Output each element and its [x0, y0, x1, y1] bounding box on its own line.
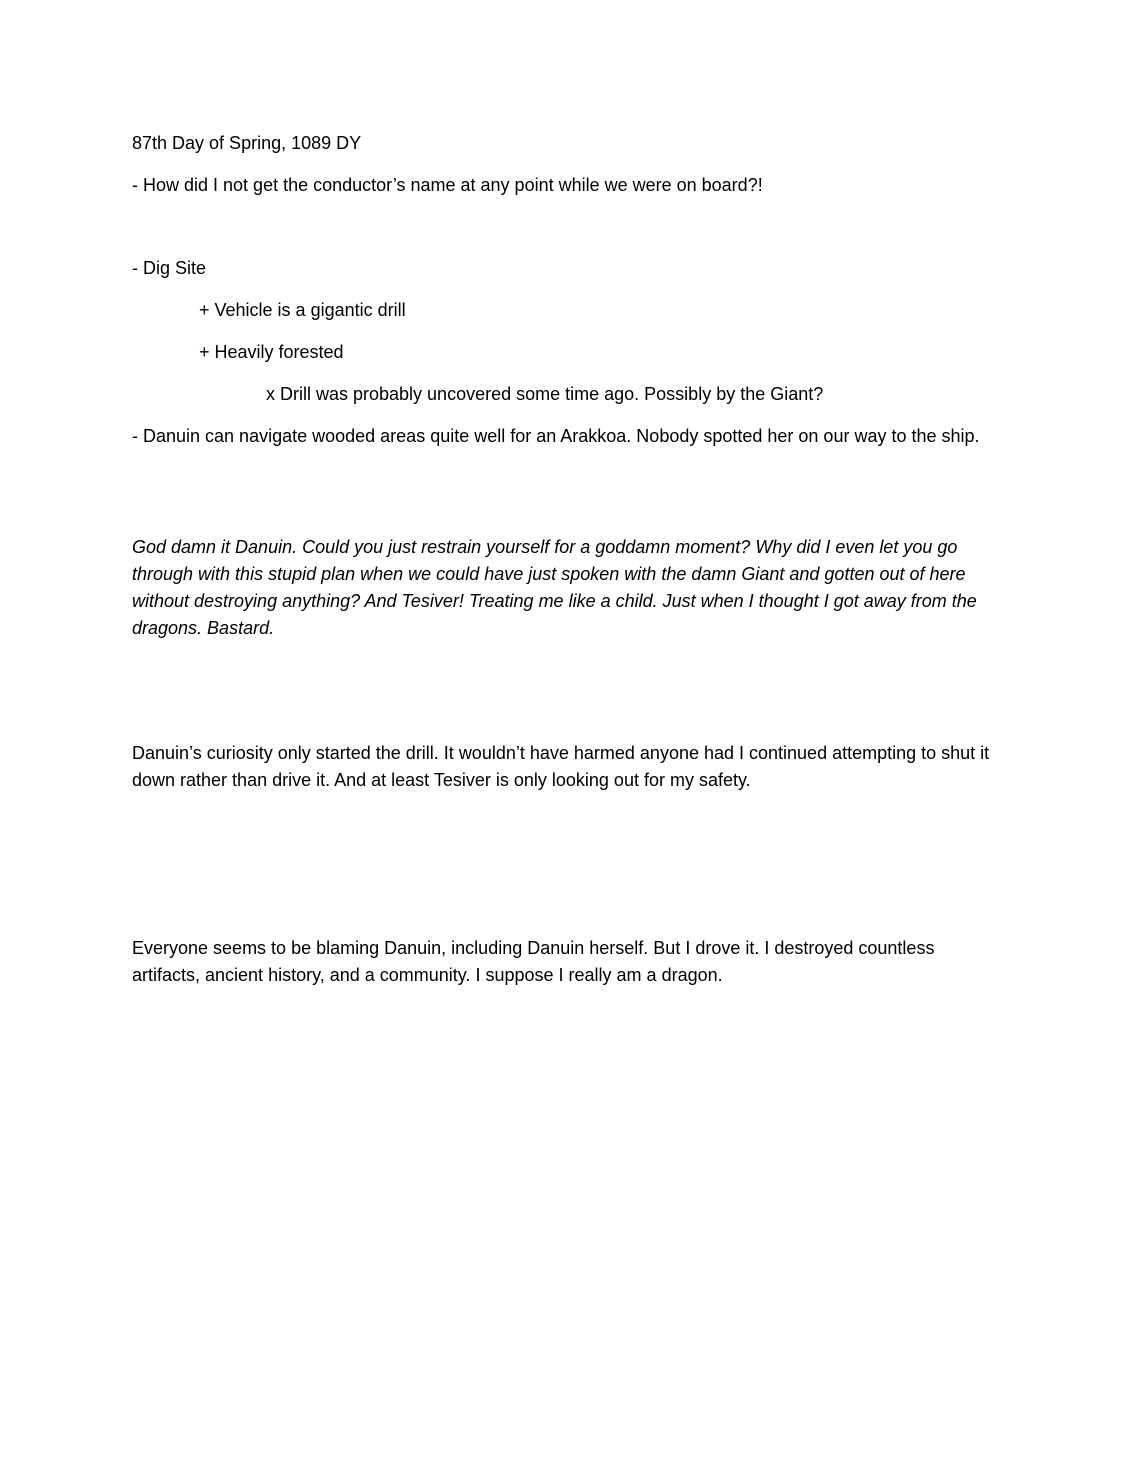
dig-site-item-forested: + Heavily forested — [199, 342, 344, 362]
note-conductor: - How did I not get the conductor’s name at any point while we were on board?! — [132, 175, 763, 195]
italic-paragraph: God damn it Danuin. Could you just restrain yourself for a goddamn moment? Why did I even let you go through with this stupid plan when we could have just spoken with the damn Giant and gotten out of here without destroying anything? And Tesiver! Treating me like a child. Just when I thought I got away from the dragons. Bastard. — [132, 537, 977, 638]
dig-site-heading: - Dig Site — [132, 258, 207, 278]
paragraph-curiosity: Danuin’s curiosity only started the drill. It wouldn’t have harmed anyone had I continued attempting to shut it down rather than drive it. And at least Tesiver is only looking out for my safety. — [132, 743, 990, 790]
note-danuin: - Danuin can navigate wooded areas quite well for an Arakkoa. Nobody spotted her on our way to the ship. — [132, 426, 980, 446]
dig-site-subitem-drill: x Drill was probably uncovered some time ago. Possibly by the Giant? — [266, 384, 824, 404]
dig-site-item-vehicle: + Vehicle is a gigantic drill — [199, 300, 406, 320]
paragraph-blame: Everyone seems to be blaming Danuin, including Danuin herself. But I drove it. I destroyed countless artifacts, ancient history, and a community. I suppose I really am a dragon. — [132, 938, 935, 985]
date-heading: 87th Day of Spring, 1089 DY — [132, 133, 362, 153]
